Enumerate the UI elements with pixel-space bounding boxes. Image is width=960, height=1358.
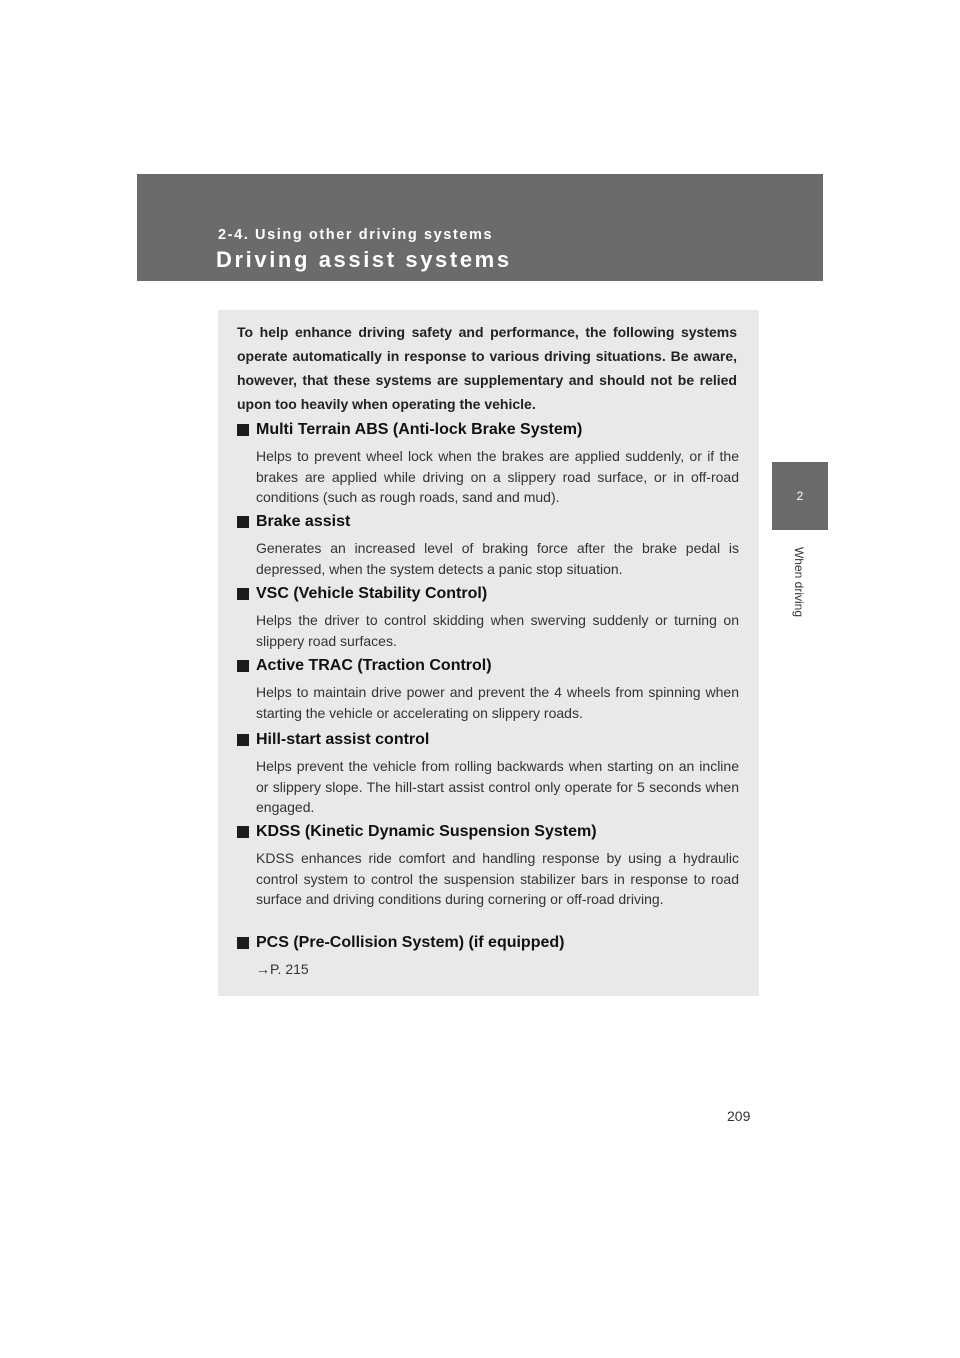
feature-title: VSC (Vehicle Stability Control)	[256, 585, 488, 602]
feature-description: Generates an increased level of braking force after the brake pedal is depressed, when the system detects a panic stop situation.	[256, 540, 739, 577]
feature-item	[237, 821, 739, 910]
bullet-square-icon	[237, 826, 249, 838]
feature-title: Active TRAC (Traction Control)	[256, 657, 492, 674]
bullet-square-icon	[237, 660, 249, 672]
intro-paragraph: To help enhance driving safety and performance, the following systems operate automatically in response to various driving situations. Be aware, however, that these systems are supplementary and should not be relied upon too heavily when operating the vehicle.	[237, 324, 737, 412]
feature-title: KDSS (Kinetic Dynamic Suspension System)	[256, 823, 597, 840]
feature-item	[237, 419, 739, 508]
feature-description: Helps the driver to control skidding when swerving suddenly or turning on slippery road surfaces.	[256, 612, 739, 649]
feature-description: Helps prevent the vehicle from rolling backwards when starting on an incline or slippery slope. The hill-start assist control only operate for 5 seconds when engaged.	[256, 758, 739, 815]
bullet-square-icon	[237, 516, 249, 528]
feature-title: Hill-start assist control	[256, 731, 430, 748]
feature-item	[237, 655, 739, 723]
bullet-square-icon	[237, 937, 249, 949]
chapter-title: When driving	[792, 546, 806, 618]
feature-item	[237, 729, 739, 818]
feature-title: Multi Terrain ABS (Anti-lock Brake System)	[256, 421, 583, 438]
feature-title: PCS (Pre-Collision System) (if equipped)	[256, 934, 565, 951]
feature-description: Helps to maintain drive power and prevent the 4 wheels from spinning when starting the vehicle or accelerating on slippery roads.	[256, 684, 739, 721]
bullet-square-icon	[237, 588, 249, 600]
feature-item	[237, 583, 739, 651]
page-title: Driving assist systems	[216, 247, 512, 272]
section-label: 2-4. Using other driving systems	[218, 227, 494, 243]
feature-title: Brake assist	[256, 513, 351, 530]
page-number: 209	[727, 1108, 751, 1124]
feature-item	[237, 932, 739, 980]
feature-item	[237, 511, 739, 579]
bullet-square-icon	[237, 424, 249, 436]
page-reference: →P. 215	[256, 961, 309, 977]
feature-description: KDSS enhances ride comfort and handling response by using a hydraulic control system to control the suspension stabilizer bars in response to road surface and driving conditions during cornering or off-road driving.	[256, 850, 739, 907]
feature-description: Helps to prevent wheel lock when the brakes are applied suddenly, or if the brakes are applied while driving on a slippery road surface, or in off-road conditions (such as rough roads, sand and mud).	[256, 448, 739, 505]
bullet-square-icon	[237, 734, 249, 746]
chapter-number: 2	[796, 489, 804, 503]
